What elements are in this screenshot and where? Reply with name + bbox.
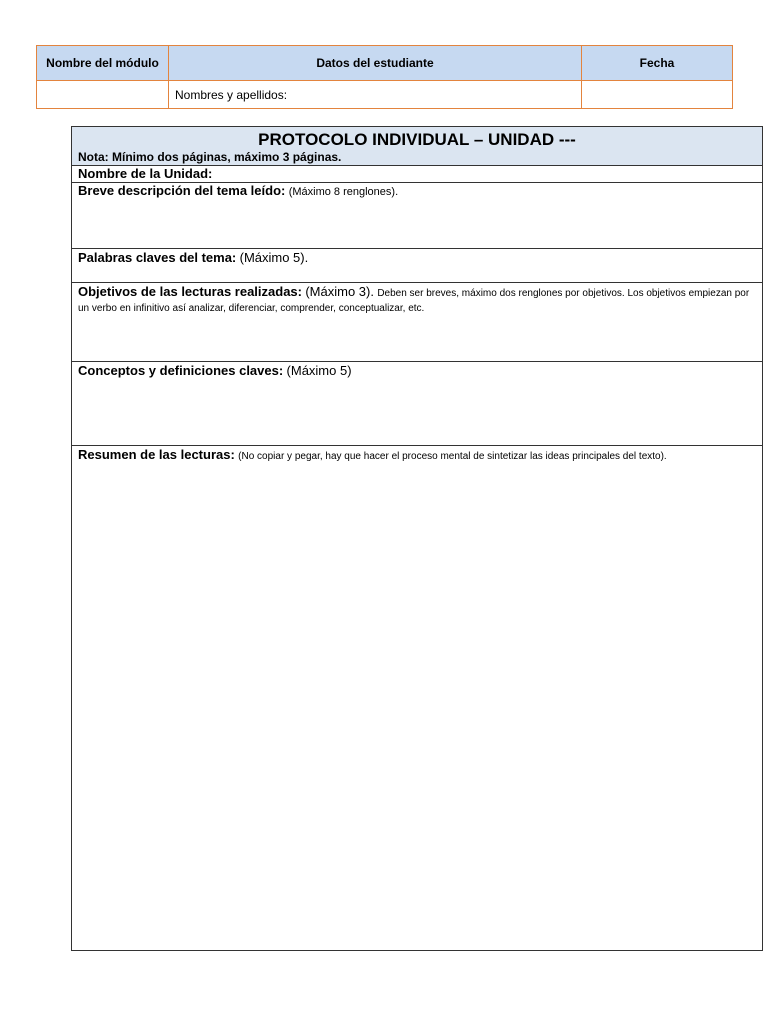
concepts-hint: (Máximo 5) [286, 363, 352, 378]
description-hint: (Máximo 8 renglones). [288, 186, 399, 198]
student-names-cell[interactable] [169, 81, 582, 109]
date-header: Fecha [582, 46, 733, 81]
protocol-header [72, 127, 762, 166]
date-cell[interactable] [582, 81, 733, 109]
objectives-hint: (Máximo 3). [305, 284, 374, 299]
objectives-section[interactable] [72, 283, 762, 362]
description-section[interactable] [72, 183, 762, 249]
keywords-hint: (Máximo 5). [239, 250, 309, 265]
objectives-detail: Deben ser breves, máximo dos renglones por objetivos. Los objetivos empiezan por un verbo en infinitivo así analizar, diferenciar, comprender, conceptualizar, etc. [78, 288, 750, 314]
objectives-label: Objetivos de las lecturas realizadas: [78, 284, 302, 299]
header-row [37, 46, 733, 81]
protocol-form [71, 126, 763, 951]
keywords-label: Palabras claves del tema: [78, 250, 237, 265]
student-header-table [36, 45, 733, 109]
value-row [37, 81, 733, 109]
student-data-header: Datos del estudiante [169, 46, 582, 81]
keywords-section[interactable] [72, 249, 762, 283]
summary-label: Resumen de las lecturas: [78, 447, 235, 462]
protocol-title: PROTOCOLO INDIVIDUAL – UNIDAD --- [258, 130, 576, 149]
protocol-note: Nota: Mínimo dos páginas, máximo 3 páginas. [78, 150, 342, 164]
student-names-label: Nombres y apellidos: [175, 87, 288, 102]
summary-hint: (No copiar y pegar, hay que hacer el proceso mental de sintetizar las ideas principales del texto). [238, 451, 667, 462]
concepts-section[interactable] [72, 362, 762, 446]
unit-name-label: Nombre de la Unidad: [78, 166, 213, 181]
module-name-cell[interactable] [37, 81, 169, 109]
concepts-label: Conceptos y definiciones claves: [78, 363, 284, 378]
description-label: Breve descripción del tema leído: [78, 183, 286, 198]
summary-section[interactable] [72, 446, 762, 946]
module-name-header: Nombre del módulo [37, 46, 169, 81]
unit-name-section[interactable] [72, 166, 762, 183]
